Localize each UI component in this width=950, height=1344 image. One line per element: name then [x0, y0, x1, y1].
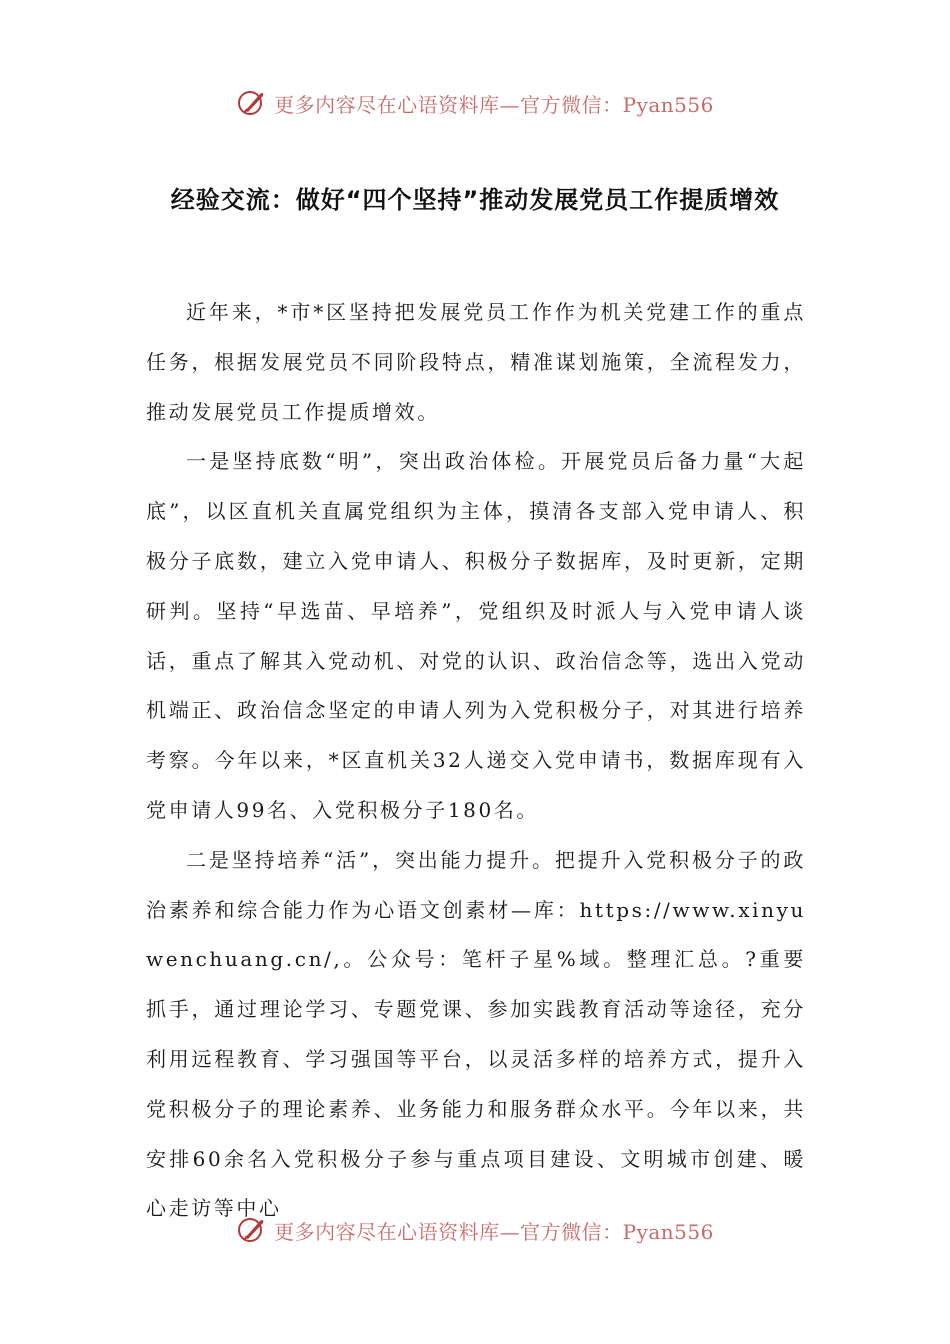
footer-banner-text: 更多内容尽在心语资料库—官方微信：Pyan556: [274, 1219, 714, 1244]
paragraph-intro: 近年来，*市*区坚持把发展党员工作作为机关党建工作的重点任务，根据发展党员不同阶段特点，精准谋划施策，全流程发力，推动发展党员工作提质增效。: [146, 300, 806, 424]
header-banner-text: 更多内容尽在心语资料库—官方微信：Pyan556: [274, 92, 714, 117]
paragraph-point-one: 一是坚持底数“明”，突出政治体检。开展党员后备力量“大起底”，以区直机关直属党组织为主体，摸清各支部入党申请人、积极分子底数，建立入党申请人、积极分子数据库，及时更新，定期研判。坚持“早选苗、早培养”，党组织及时派人与入党申请人谈话，重点了解其入党动机、对党的认识、政治信念等，选出入党动机端正、政治信念坚定的申请人列为入党积极分子，对其进行培养考察。今年以来，*区直机关32人递交入党申请书，数据库现有入党申请人99名、入党积极分子180名。: [146, 449, 806, 822]
quill-pen-logo-icon: [236, 87, 268, 119]
document-body: [146, 288, 806, 1234]
document-title: 经验交流：做好“四个坚持”推动发展党员工作提质增效: [170, 186, 780, 214]
footer-banner: [0, 1210, 950, 1250]
header-banner: [0, 83, 950, 123]
quill-pen-logo-icon: [236, 1214, 268, 1246]
paragraph-point-two: 二是坚持培养“活”，突出能力提升。把提升入党积极分子的政治素养和综合能力作为心语文创素材—库：https://www.xinyuwenchuang.cn/,。公众号：笔杆子星%域。整理汇总。?重要抓手，通过理论学习、专题党课、参加实践教育活动等途径，充分利用远程教育、学习强国等平台，以灵活多样的培养方式，提升入党积极分子的理论素养、业务能力和服务群众水平。今年以来，共安排60余名入党积极分子参与重点项目建设、文明城市创建、暖心走访等中心: [146, 847, 806, 1221]
